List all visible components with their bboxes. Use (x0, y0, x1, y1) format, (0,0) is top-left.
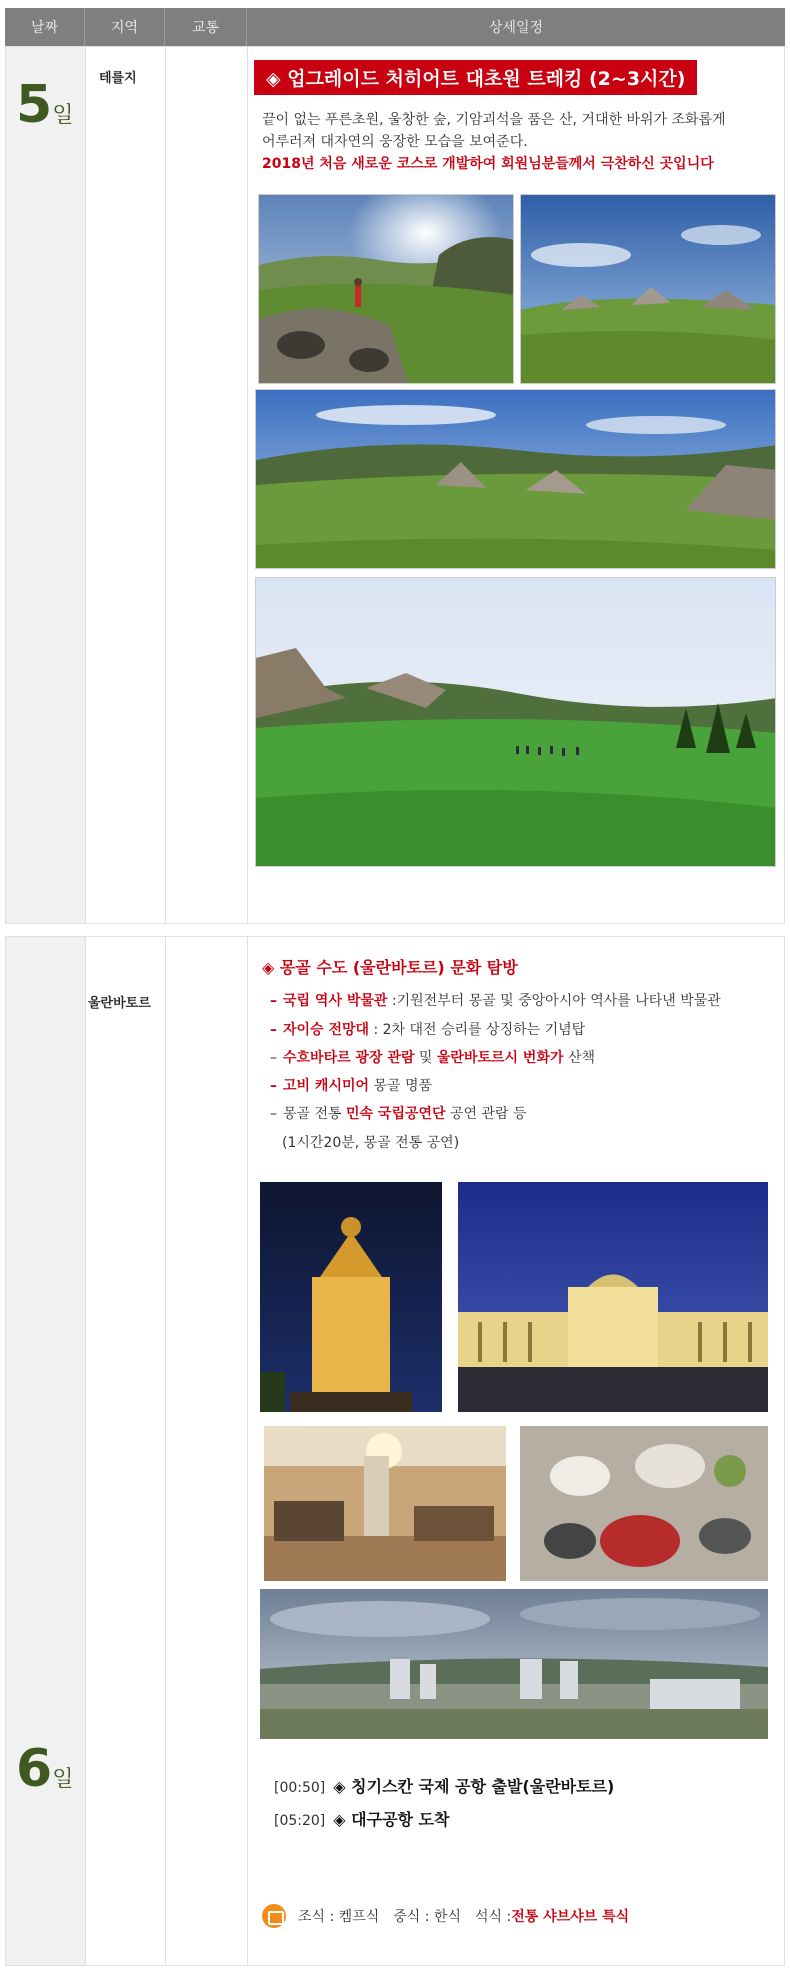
steppe-photo-3 (255, 389, 776, 569)
meal-dinner: 전통 샤브샤브 특식 (511, 1909, 630, 1925)
day5-title: ◈ 업그레이드 처히어트 대초원 트레킹 (2~3시간) (254, 60, 697, 95)
day5-region-cell (86, 47, 166, 923)
itinerary-header (5, 8, 785, 46)
palace-photo (458, 1182, 768, 1412)
day6-row (5, 936, 785, 1966)
lobby-photo (264, 1426, 506, 1581)
steppe-photo-1 (258, 194, 514, 384)
meal-icon (262, 1904, 286, 1928)
steppe-photo-2 (520, 194, 776, 384)
city-photo (260, 1589, 768, 1739)
day6-item-4: – 고비 캐시미어 몽골 명품 (270, 1078, 433, 1094)
day6-detail-cell (248, 937, 784, 1965)
day5-highlight: 2018년 처음 새로운 코스로 개발하여 회원님분들께서 극찬하신 곳입니다 (262, 156, 714, 172)
day6-region: 울란바토르 (88, 996, 151, 1011)
food-photo (520, 1426, 768, 1581)
schedule-arrival: [05:20] ◈ 대구공항 도착 (274, 1810, 450, 1829)
day6-number: 6일 (16, 1739, 74, 1799)
meal-breakfast: 조식 : 켐프식 (298, 1909, 380, 1925)
header-transport: 교통 (165, 8, 247, 46)
day6-item-3: – 수흐바타르 광장 관람 및 울란바토르시 번화가 산책 (270, 1050, 595, 1066)
header-region: 지역 (85, 8, 165, 46)
day5-detail-cell (248, 47, 784, 923)
day6-item-5: – 몽골 전통 민속 국립공연단 공연 관람 등 (270, 1106, 527, 1122)
day6-transport-cell (166, 937, 248, 1965)
schedule-departure: [00:50] ◈ 칭기스칸 국제 공항 출발(울란바토르) (274, 1777, 615, 1796)
day6-region-cell (86, 937, 166, 1965)
day5-date-cell (6, 47, 86, 923)
monument-photo (260, 1182, 442, 1412)
day5-row (5, 46, 785, 924)
day5-number: 5일 (16, 75, 74, 135)
day5-transport-cell (166, 47, 248, 923)
day5-desc: 끝이 없는 푸른초원, 울창한 숲, 기암괴석을 품은 산, 거대한 바위가 조화롭게 어루러져 대자연의 웅장한 모습을 보여준다. 2018년 처음 새로운 코스로 개발하여 회원님분들께서 극찬하신 곳입니다 (262, 109, 726, 175)
steppe-photo-4 (255, 577, 776, 867)
meal-lunch: 중식 : 한식 (393, 1909, 461, 1925)
day5-region: 테를지 (99, 71, 137, 86)
header-detail: 상세일정 (488, 20, 544, 36)
day6-title: ◈ 몽골 수도 (울란바토르) 문화 탐방 (262, 958, 518, 977)
meal-dinner-label: 석식 : (474, 1909, 512, 1925)
day6-item-note: (1시간20분, 몽골 전통 공연) (282, 1135, 460, 1151)
meal-info (262, 1904, 643, 1928)
day6-item-2: – 자이승 전망대 : 2차 대전 승리를 상징하는 기념탑 (270, 1022, 586, 1038)
day6-date-cell (6, 937, 86, 1965)
header-date: 날짜 (5, 8, 85, 46)
day6-item-1: – 국립 역사 박물관 :기원전부터 몽골 및 중앙아시아 역사를 나타낸 박물관 (270, 993, 721, 1009)
